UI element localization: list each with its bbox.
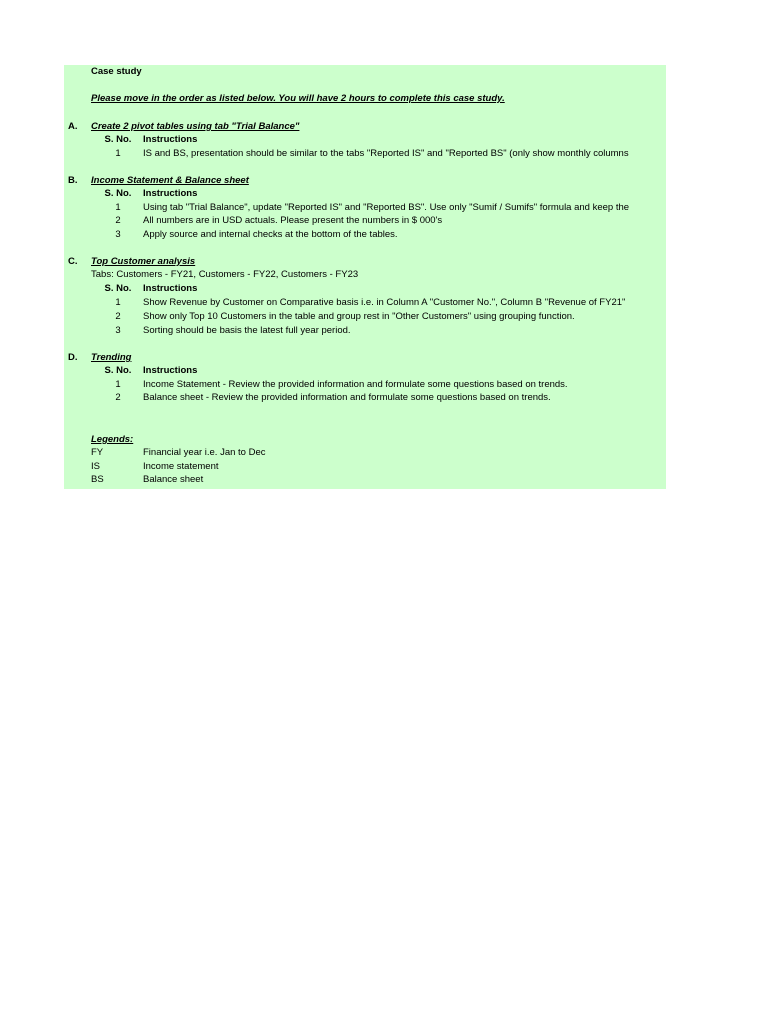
legend-meaning: Financial year i.e. Jan to Dec <box>143 447 266 458</box>
legends-heading-row <box>64 433 666 446</box>
section-a-heading-row <box>64 120 666 133</box>
table-header-row <box>64 187 666 200</box>
table-header-row <box>64 133 666 146</box>
section-heading: Trending <box>91 352 132 363</box>
legend-abbr: FY <box>91 447 104 458</box>
legend-row <box>64 473 666 486</box>
instruction-row <box>64 228 666 241</box>
section-d-heading-row <box>64 351 666 364</box>
section-heading: Income Statement & Balance sheet <box>91 175 249 186</box>
section-letter: C. <box>68 256 78 267</box>
sno-header: S. No. <box>104 134 132 145</box>
instruction-row <box>64 147 666 160</box>
instruction-number: 1 <box>115 379 121 390</box>
legend-abbr: BS <box>91 474 104 485</box>
instruction-row <box>64 201 666 214</box>
instruction-number: 3 <box>115 325 121 336</box>
instructions-header: Instructions <box>143 134 198 145</box>
instruction-number: 2 <box>115 392 121 403</box>
instruction-text: IS and BS, presentation should be similar to the tabs "Reported IS" and "Reported BS" (only show monthly columns <box>143 148 629 159</box>
tabs-note: Tabs: Customers - FY21, Customers - FY22, Customers - FY23 <box>91 269 359 280</box>
instruction-row <box>64 378 666 391</box>
instruction-text: Using tab "Trial Balance", update "Reported IS" and "Reported BS". Use only "Sumif / Sumifs" formula and keep the <box>143 202 630 213</box>
legend-meaning: Income statement <box>143 461 219 472</box>
instruction-number: 3 <box>115 229 121 240</box>
sno-header: S. No. <box>104 365 132 376</box>
instruction-text: Income Statement - Review the provided information and formulate some questions based on trends. <box>143 379 568 390</box>
instruction-text: Show Revenue by Customer on Comparative basis i.e. in Column A "Customer No.", Column B "Revenue of FY21" <box>143 297 626 308</box>
page-subtitle: Please move in the order as listed below. You will have 2 hours to complete this case study. <box>91 93 505 104</box>
table-header-row <box>64 282 666 295</box>
section-letter: B. <box>68 175 78 186</box>
legend-row <box>64 446 666 459</box>
instruction-row <box>64 391 666 404</box>
sno-header: S. No. <box>104 283 132 294</box>
instruction-number: 2 <box>115 311 121 322</box>
section-c-heading-row <box>64 255 666 268</box>
instructions-header: Instructions <box>143 188 198 199</box>
instruction-text: All numbers are in USD actuals. Please present the numbers in $ 000's <box>143 215 443 226</box>
page-title: Case study <box>91 66 142 77</box>
subtitle-row <box>64 92 666 105</box>
instruction-text: Balance sheet - Review the provided information and formulate some questions based on trends. <box>143 392 551 403</box>
section-letter: A. <box>68 121 78 132</box>
instruction-row <box>64 214 666 227</box>
instruction-number: 1 <box>115 148 121 159</box>
sno-header: S. No. <box>104 188 132 199</box>
instruction-number: 2 <box>115 215 121 226</box>
instruction-row <box>64 324 666 337</box>
title-row <box>64 65 666 78</box>
section-b-heading-row <box>64 174 666 187</box>
instruction-number: 1 <box>115 297 121 308</box>
section-heading: Top Customer analysis <box>91 256 196 267</box>
instruction-text: Sorting should be basis the latest full year period. <box>143 325 351 336</box>
section-heading: Create 2 pivot tables using tab "Trial Balance" <box>91 121 300 132</box>
tabs-note-row <box>64 268 666 281</box>
section-letter: D. <box>68 352 78 363</box>
instructions-header: Instructions <box>143 283 198 294</box>
instruction-number: 1 <box>115 202 121 213</box>
instruction-row <box>64 310 666 323</box>
instruction-text: Apply source and internal checks at the bottom of the tables. <box>143 229 398 240</box>
case-study-sheet <box>64 65 666 489</box>
legend-row <box>64 460 666 473</box>
instruction-text: Show only Top 10 Customers in the table and group rest in "Other Customers" using grouping function. <box>143 311 575 322</box>
instructions-header: Instructions <box>143 365 198 376</box>
legend-abbr: IS <box>91 461 100 472</box>
table-header-row <box>64 364 666 377</box>
legends-heading: Legends: <box>91 434 134 445</box>
instruction-row <box>64 296 666 309</box>
legend-meaning: Balance sheet <box>143 474 204 485</box>
